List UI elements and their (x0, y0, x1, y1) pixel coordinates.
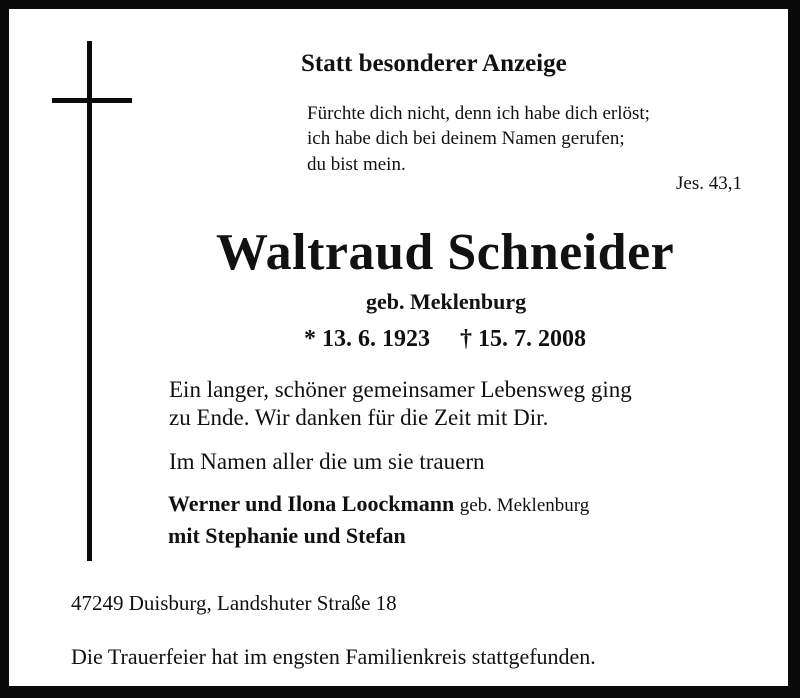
verse-line: Fürchte dich nicht, denn ich habe dich erlöst; (307, 103, 650, 124)
funeral-note: Die Trauerfeier hat im engsten Familienkreis stattgefunden. (71, 644, 596, 669)
family-line (168, 493, 589, 515)
verse-line: ich habe dich bei deinem Namen gerufen; (307, 128, 625, 149)
death-date: † 15. 7. 2008 (460, 326, 586, 352)
family-children: mit Stephanie und Stefan (168, 523, 406, 548)
address: 47249 Duisburg, Landshuter Straße 18 (71, 591, 397, 615)
cross-icon (87, 41, 92, 561)
deceased-name: Waltraud Schneider (216, 224, 675, 281)
birth-date: * 13. 6. 1923 (304, 326, 430, 352)
maiden-name: geb. Meklenburg (366, 289, 527, 314)
family-maiden: geb. Meklenburg (459, 495, 590, 516)
message-line: Ein langer, schöner gemeinsamer Lebensweg ging (169, 377, 632, 402)
family-line (168, 525, 406, 547)
notice-header: Statt besonderer Anzeige (301, 50, 567, 77)
verse-reference: Jes. 43,1 (676, 173, 742, 194)
verse-line: du bist mein. (307, 154, 406, 175)
life-dates (304, 327, 586, 351)
message-line: zu Ende. Wir danken für die Zeit mit Dir. (169, 405, 549, 430)
family-names: Werner und Ilona Loockmann (168, 491, 455, 516)
mourning-line: Im Namen aller die um sie trauern (169, 449, 485, 474)
cross-icon-bar (52, 98, 132, 103)
